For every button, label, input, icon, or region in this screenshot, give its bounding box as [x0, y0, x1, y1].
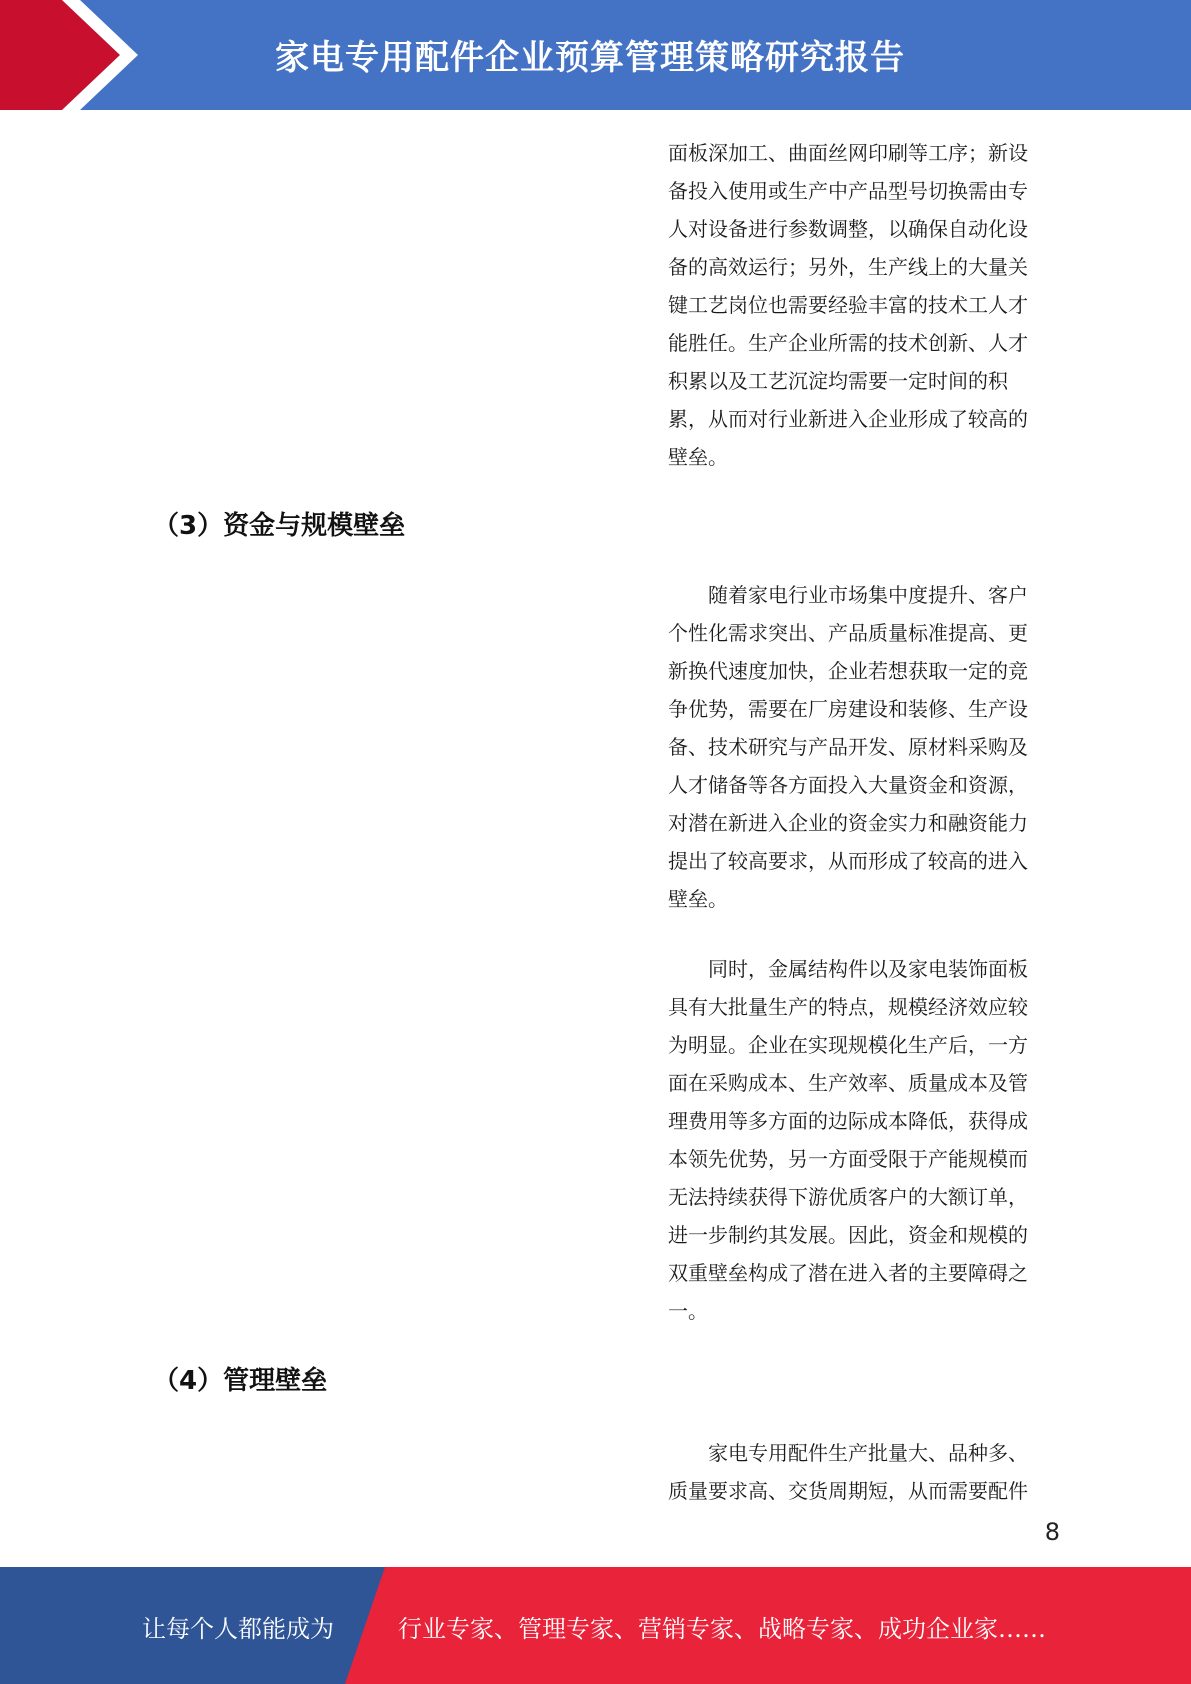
text-line: 无法持续获得下游优质客户的大额订单， [668, 1185, 1028, 1209]
text-line: 新换代速度加快，企业若想获取一定的竞 [668, 659, 1028, 683]
text-line: 能胜任。生产企业所需的技术创新、人才 [668, 331, 1028, 355]
text-line: 积累以及工艺沉淀均需要一定时间的积 [668, 369, 1008, 393]
footer-slogan-right: 行业专家、管理专家、营销专家、战略专家、成功企业家…… [398, 1615, 1046, 1643]
text-line: 为明显。企业在实现规模化生产后，一方 [668, 1033, 1028, 1057]
text-line: 备投入使用或生产中产品型号切换需由专 [668, 179, 1028, 203]
text-line: 进一步制约其发展。因此，资金和规模的 [668, 1223, 1028, 1247]
footer-slogan-left: 让每个人都能成为 [142, 1615, 334, 1643]
section3-paragraph-1 [668, 576, 1046, 918]
page-header [0, 0, 1191, 110]
page-number: 8 [1044, 1518, 1060, 1546]
text-line: 随着家电行业市场集中度提升、客户 [708, 583, 1028, 607]
text-line: 键工艺岗位也需要经验丰富的技术工人才 [668, 293, 1028, 317]
text-line: 争优势，需要在厂房建设和装修、生产设 [668, 697, 1028, 721]
text-line: 个性化需求突出、产品质量标准提高、更 [668, 621, 1028, 645]
text-line: 备的高效运行；另外，生产线上的大量关 [668, 255, 1028, 279]
text-line: 对潜在新进入企业的资金实力和融资能力 [668, 811, 1028, 835]
text-line: 壁垒。 [668, 445, 728, 469]
text-line: 一。 [668, 1299, 708, 1323]
text-line: 本领先优势，另一方面受限于产能规模而 [668, 1147, 1028, 1171]
section4-paragraph-1 [668, 1434, 1046, 1510]
section3-paragraph-2 [668, 950, 1046, 1330]
text-line: 家电专用配件生产批量大、品种多、 [708, 1441, 1028, 1465]
continuation-paragraph [668, 134, 1046, 476]
text-line: 双重壁垒构成了潜在进入者的主要障碍之 [668, 1261, 1028, 1285]
text-line: 壁垒。 [668, 887, 728, 911]
header-red-arrow [0, 0, 120, 110]
text-line: 累，从而对行业新进入企业形成了较高的 [668, 407, 1028, 431]
text-line: 备、技术研究与产品开发、原材料采购及 [668, 735, 1028, 759]
text-line: 面在采购成本、生产效率、质量成本及管 [668, 1071, 1028, 1095]
text-line: 提出了较高要求，从而形成了较高的进入 [668, 849, 1028, 873]
text-line: 面板深加工、曲面丝网印刷等工序；新设 [668, 141, 1028, 165]
text-line: 理费用等多方面的边际成本降低，获得成 [668, 1109, 1028, 1133]
page-footer [0, 1567, 1191, 1684]
text-line: 人对设备进行参数调整，以确保自动化设 [668, 217, 1028, 241]
report-title: 家电专用配件企业预算管理策略研究报告 [275, 38, 905, 78]
section-heading-capital-scale: （3）资金与规模壁垒 [153, 511, 406, 541]
section-heading-management: （4）管理壁垒 [153, 1366, 328, 1396]
text-line: 具有大批量生产的特点，规模经济效应较 [668, 995, 1028, 1019]
text-line: 质量要求高、交货周期短，从而需要配件 [668, 1479, 1028, 1503]
header-arrow-decoration [0, 0, 160, 110]
text-line: 同时，金属结构件以及家电装饰面板 [708, 957, 1028, 981]
text-line: 人才储备等各方面投入大量资金和资源， [668, 773, 1028, 797]
